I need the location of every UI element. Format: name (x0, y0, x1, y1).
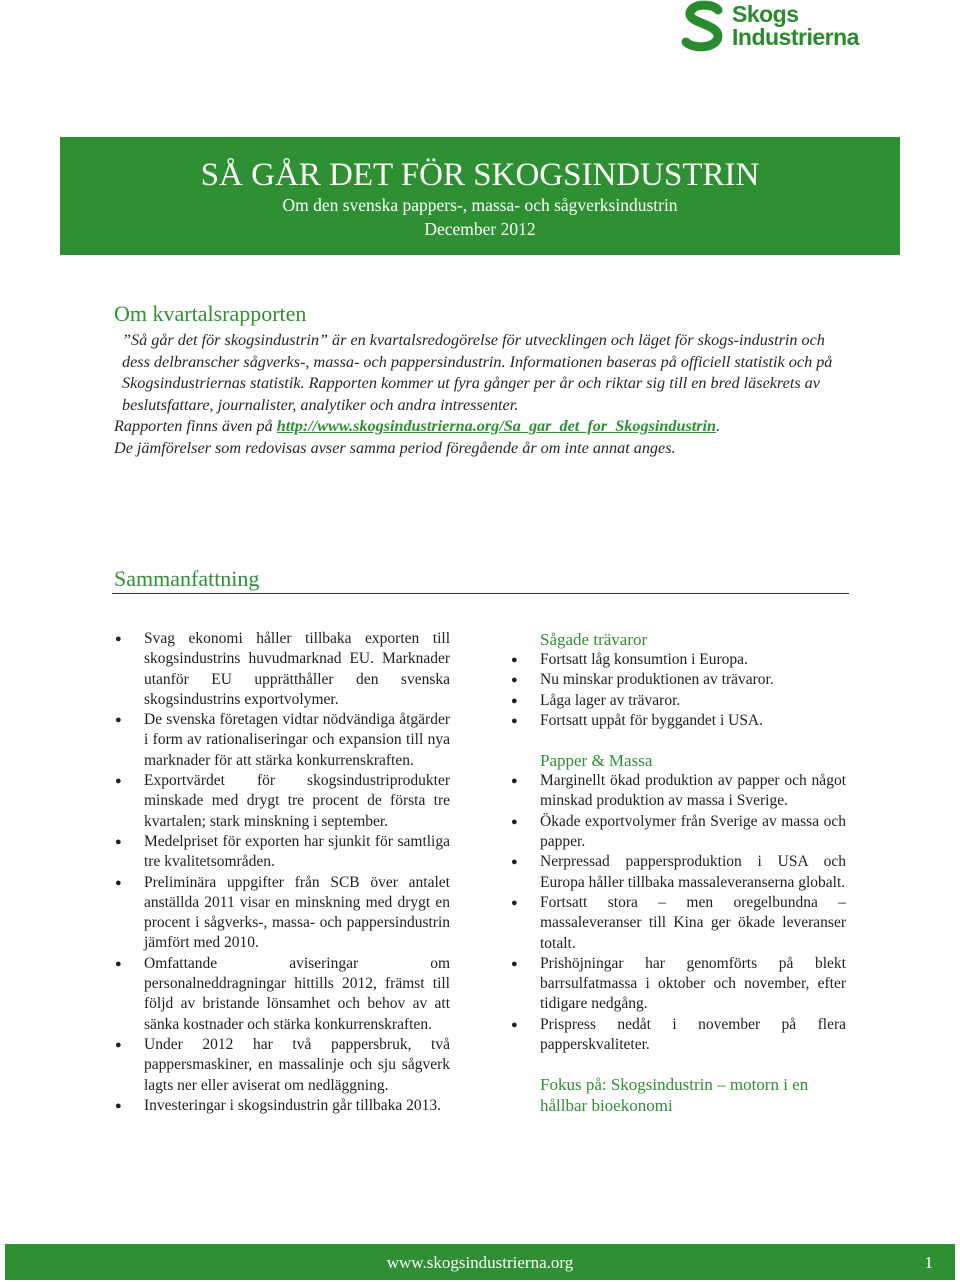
paper-pulp-heading: Papper & Massa (540, 751, 653, 771)
list-item: ● Fortsatt uppåt för byggandet i USA. (508, 711, 846, 731)
title-banner (60, 137, 900, 255)
bullet-icon: ● (511, 694, 518, 707)
list-item: ● Svag ekonomi håller tillbaka exporten till skogsindustrins huvudmarknad EU. Marknader utanför EU upprätthåller den svenska skogsindustrins exportvolymer. (115, 630, 450, 708)
bullet-icon: ● (115, 633, 122, 645)
report-subtitle: Om den svenska pappers-, massa- och sågverksindustrin (282, 195, 678, 215)
logo-s-icon (680, 0, 728, 54)
bullet-icon: ● (511, 815, 518, 828)
bullet-icon: ● (115, 835, 122, 848)
intro-link-paragraph (114, 416, 844, 438)
bullet-icon: ● (511, 896, 518, 909)
list-item: ● Under 2012 har två pappersbruk, två pappersmaskiner, en massalinje och sju sågverk lagts ner eller aviserat om nedläggning. (115, 1035, 450, 1094)
logo-wordmark (732, 3, 859, 49)
bullet-icon: ● (511, 1018, 518, 1031)
list-item: ● Omfattande aviseringar om personalneddragningar hittills 2012, främst till följd av bristande lönsamhet och behov av att sänka kostnader och stärka konkurrenskraften. (115, 954, 450, 1033)
intro-heading: Om kvartalsrapporten (114, 301, 307, 326)
list-item: ● Marginellt ökad produktion av papper och något minskad produktion av massa i Sverige. (511, 772, 846, 810)
bullet-icon: ● (511, 674, 518, 687)
summary-right-column (508, 629, 846, 1116)
footer-bar (5, 1244, 955, 1280)
bullet-icon: ● (115, 714, 122, 727)
focus-heading: Fokus på: Skogsindustrin – motorn i en hållbar bioekonomi (540, 1075, 809, 1116)
bullet-icon: ● (511, 714, 518, 727)
logo (680, 0, 880, 56)
paper-pulp-list (508, 771, 846, 1055)
intro-comparison-note: De jämförelser som redovisas avser samma period föregående år om inte annat anges. (114, 438, 676, 457)
list-item: ● Ökade exportvolymer från Sverige av massa och papper. (511, 812, 846, 851)
bullet-icon: ● (511, 654, 518, 666)
intro-text (114, 330, 844, 459)
list-item: ● Prispress nedåt i november på flera papperskvaliteter. (511, 1015, 846, 1054)
list-item: ● Nerpressad pappersproduktion i USA och Europa håller tillbaka massaleveranserna globalt. (511, 853, 846, 891)
list-item: ● Nu minskar produktionen av trävaror. (508, 670, 846, 690)
report-link[interactable]: http://www.skogsindustrierna.org/Sa_gar_det_for_Skogsindustrin (276, 417, 717, 435)
list-item: ● Fortsatt låg konsumtion i Europa. (508, 650, 846, 670)
list-item: ● Medelpriset för exporten har sjunkit för samtliga tre kvalitetsområden. (115, 832, 450, 871)
list-item: ● De svenska företagen vidtar nödvändiga åtgärder i form av rationaliseringar och expansion till nya marknader för att stärka konkurrenskraften. (115, 711, 450, 769)
bullet-icon: ● (511, 856, 518, 869)
bullet-icon: ● (511, 775, 518, 788)
page-number: 1 (924, 1253, 933, 1272)
bullet-icon: ● (511, 957, 518, 970)
sawn-timber-heading: Sågade trävaror (540, 630, 648, 649)
bullet-icon: ● (115, 1038, 122, 1051)
logo-line2: Industrierna (732, 24, 859, 50)
intro-paragraph: ”Så går det för skogsindustrin” är en kvartalsredogörelse för utvecklingen och läget för skogs-industrin och dess delbranscher sågverks-, massa- och pappersindustrin. Informationen baseras på officiell statistik och på Skogsindustriernas statistik. Rapporten kommer ut fyra gånger per år och riktar sig till en bred läsekrets av beslutsfattare, journalister, analytiker och andra intressenter. (122, 331, 833, 414)
summary-heading: Sammanfattning (114, 566, 260, 591)
footer-url: www.skogsindustrierna.org (386, 1253, 574, 1272)
list-item: ● Investeringar i skogsindustrin går tillbaka 2013. (112, 1096, 450, 1116)
summary-list (112, 629, 450, 1116)
list-item: ● Exportvärdet för skogsindustriprodukter minskade med drygt tre procent de första tre kvartalen; stark minskning i september. (115, 772, 450, 830)
bullet-icon: ● (115, 775, 122, 788)
bullet-icon: ● (115, 957, 122, 970)
bullet-icon: ● (115, 1099, 122, 1112)
summary-divider (112, 593, 849, 594)
intro-link-suffix: . (716, 417, 721, 435)
logo-line1: Skogs (732, 1, 799, 27)
sawn-timber-list (508, 650, 846, 731)
bullet-icon: ● (115, 876, 122, 889)
report-title: SÅ GÅR DET FÖR SKOGSINDUSTRIN (200, 157, 760, 193)
intro-link-prefix: Rapporten finns även på (114, 417, 277, 435)
report-date: December 2012 (424, 219, 536, 239)
list-item: ● Fortsatt stora – men oregelbundna – massaleveranser till Kina ger ökade leveranser totalt. (511, 893, 846, 952)
list-item: ● Låga lager av trävaror. (508, 691, 846, 711)
list-item: ● Preliminära uppgifter från SCB över antalet anställda 2011 visar en minskning med drygt en procent i sågverks-, massa- och pappersindustrin jämfört med 2010. (115, 873, 450, 952)
summary-left-column (112, 629, 450, 1116)
list-item: ● Prishöjningar har genomförts på blekt barrsulfatmassa i oktober och november, efter tidigare nedgång. (511, 954, 846, 1013)
